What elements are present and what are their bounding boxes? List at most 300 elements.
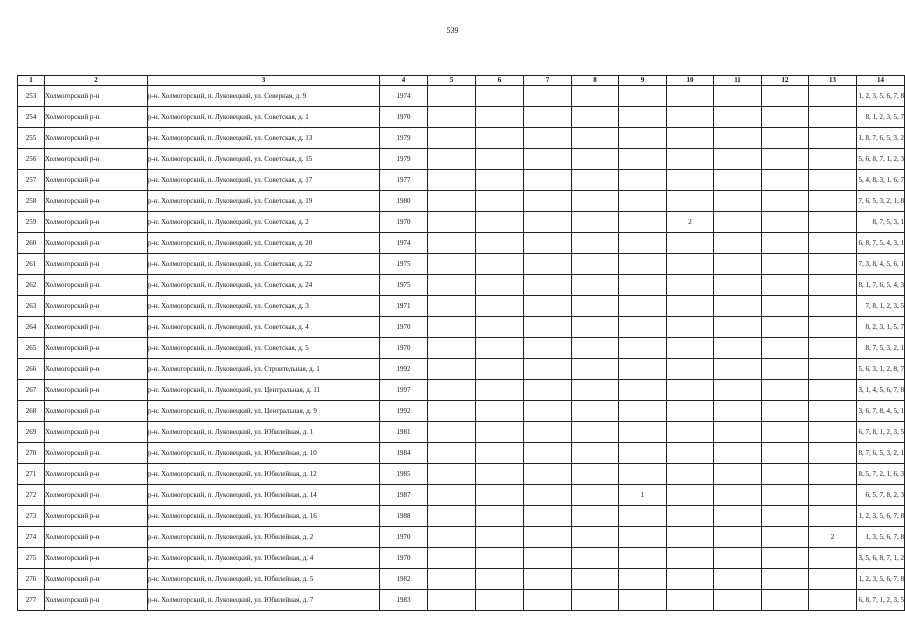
column-header: 1 [18,76,45,86]
row-number: 273 [18,506,45,527]
col9-cell [619,443,667,464]
col5-cell [428,506,476,527]
col12-cell [762,548,809,569]
col6-cell [476,212,524,233]
col6-cell [476,107,524,128]
col11-cell [714,107,762,128]
col8-cell [572,86,619,107]
col5-cell [428,233,476,254]
sequence-cell: 7, 6, 5, 3, 2, 1, 8 [857,191,905,212]
col11-cell [714,275,762,296]
col11-cell [714,380,762,401]
col6-cell [476,548,524,569]
year-cell: 1970 [380,212,428,233]
col9-cell [619,275,667,296]
col10-cell [667,128,714,149]
col5-cell [428,212,476,233]
col10-cell [667,443,714,464]
column-header: 5 [428,76,476,86]
col11-cell [714,254,762,275]
col13-cell [809,506,857,527]
col7-cell [524,254,572,275]
col6-cell [476,443,524,464]
col5-cell [428,128,476,149]
col5-cell [428,422,476,443]
col10-cell [667,254,714,275]
col7-cell [524,170,572,191]
district-cell: Холмогорский р-н [45,443,148,464]
col7-cell [524,359,572,380]
col8-cell [572,254,619,275]
district-cell: Холмогорский р-н [45,170,148,191]
col11-cell [714,296,762,317]
district-cell: Холмогорский р-н [45,590,148,611]
sequence-cell: 8, 1, 2, 3, 5, 7 [857,107,905,128]
col10-cell [667,191,714,212]
col12-cell [762,128,809,149]
col9-cell [619,506,667,527]
col8-cell [572,485,619,506]
sequence-cell: 8, 7, 5, 3, 2, 1 [857,338,905,359]
col10-cell [667,401,714,422]
col8-cell [572,359,619,380]
col5-cell [428,191,476,212]
column-header: 11 [714,76,762,86]
col13-cell [809,170,857,191]
table-row [18,212,905,233]
col13-cell [809,443,857,464]
sequence-cell: 8, 1, 7, 6, 5, 4, 3 [857,275,905,296]
col6-cell [476,233,524,254]
col9-cell [619,128,667,149]
col11-cell [714,548,762,569]
col13-cell [809,338,857,359]
district-cell: Холмогорский р-н [45,464,148,485]
col7-cell [524,569,572,590]
address-cell: р-н. Холмогорский, п. Луковецкий, ул. Советская, д. 24 [148,275,380,296]
table-row [18,590,905,611]
district-cell: Холмогорский р-н [45,506,148,527]
col6-cell [476,128,524,149]
col12-cell [762,422,809,443]
col9-cell [619,233,667,254]
col6-cell [476,275,524,296]
col12-cell [762,359,809,380]
row-number: 262 [18,275,45,296]
col12-cell [762,107,809,128]
col13-cell [809,569,857,590]
col12-cell [762,443,809,464]
col12-cell [762,485,809,506]
col9-cell [619,464,667,485]
col8-cell [572,296,619,317]
sequence-cell: 1, 3, 5, 6, 7, 8 [857,527,905,548]
district-cell: Холмогорский р-н [45,422,148,443]
row-number: 261 [18,254,45,275]
row-number: 266 [18,359,45,380]
col10-cell [667,464,714,485]
col13-cell [809,359,857,380]
col7-cell [524,590,572,611]
col8-cell [572,170,619,191]
column-header: 9 [619,76,667,86]
col9-cell [619,317,667,338]
col7-cell [524,191,572,212]
col9-cell [619,590,667,611]
year-cell: 1971 [380,296,428,317]
sequence-cell: 8, 7, 5, 3, 1 [857,212,905,233]
col8-cell [572,401,619,422]
col5-cell [428,107,476,128]
column-header: 7 [524,76,572,86]
year-cell: 1983 [380,590,428,611]
col13-cell [809,107,857,128]
col7-cell [524,464,572,485]
col11-cell [714,401,762,422]
sequence-cell: 5, 4, 8, 3, 1, 6, 7 [857,170,905,191]
page-number: 539 [446,26,459,35]
col11-cell [714,485,762,506]
year-cell: 1987 [380,485,428,506]
col10-cell [667,296,714,317]
col12-cell [762,254,809,275]
col11-cell [714,317,762,338]
address-cell: р-н. Холмогорский, п. Луковецкий, ул. Центральная, д. 9 [148,401,380,422]
row-number: 255 [18,128,45,149]
table-row [18,86,905,107]
col11-cell [714,464,762,485]
year-cell: 1970 [380,527,428,548]
col8-cell [572,149,619,170]
address-cell: р-н. Холмогорский, п. Луковецкий, ул. Юбилейная, д. 5 [148,569,380,590]
col8-cell [572,569,619,590]
col13-cell [809,485,857,506]
address-cell: р-н. Холмогорский, п. Луковецкий, ул. Советская, д. 4 [148,317,380,338]
col10-cell [667,338,714,359]
row-number: 276 [18,569,45,590]
col8-cell [572,107,619,128]
table-row [18,275,905,296]
col5-cell [428,401,476,422]
address-cell: р-н. Холмогорский, п. Луковецкий, ул. Советская, д. 2 [148,212,380,233]
col8-cell [572,191,619,212]
col10-cell [667,569,714,590]
col13-cell [809,296,857,317]
col10-cell [667,86,714,107]
col5-cell [428,569,476,590]
table-row [18,233,905,254]
sequence-cell: 8, 7, 6, 5, 3, 2, 1 [857,443,905,464]
col9-cell: 1 [619,485,667,506]
col7-cell [524,128,572,149]
table-row [18,464,905,485]
district-cell: Холмогорский р-н [45,254,148,275]
row-number: 277 [18,590,45,611]
col9-cell [619,296,667,317]
col12-cell [762,212,809,233]
col9-cell [619,422,667,443]
col11-cell [714,128,762,149]
col9-cell [619,107,667,128]
year-cell: 1992 [380,359,428,380]
col8-cell [572,527,619,548]
district-cell: Холмогорский р-н [45,128,148,149]
col11-cell [714,443,762,464]
col9-cell [619,359,667,380]
table-row [18,107,905,128]
col11-cell [714,338,762,359]
col7-cell [524,233,572,254]
sequence-cell: 6, 7, 8, 1, 2, 3, 5 [857,422,905,443]
col12-cell [762,170,809,191]
table-row [18,485,905,506]
table-row [18,191,905,212]
col5-cell [428,317,476,338]
col5-cell [428,359,476,380]
address-cell: р-н. Холмогорский, п. Луковецкий, ул. Юбилейная, д. 16 [148,506,380,527]
col10-cell [667,233,714,254]
table-row [18,380,905,401]
col10-cell [667,275,714,296]
col12-cell [762,506,809,527]
table-row [18,296,905,317]
sequence-cell: 3, 6, 7, 8, 4, 5, 1 [857,401,905,422]
col11-cell [714,149,762,170]
col6-cell [476,296,524,317]
col13-cell [809,380,857,401]
column-header: 3 [148,76,380,86]
col6-cell [476,590,524,611]
district-cell: Холмогорский р-н [45,485,148,506]
col6-cell [476,422,524,443]
district-cell: Холмогорский р-н [45,359,148,380]
address-cell: р-н. Холмогорский, п. Луковецкий, ул. Советская, д. 22 [148,254,380,275]
col7-cell [524,86,572,107]
col13-cell [809,401,857,422]
year-cell: 1992 [380,401,428,422]
table-row [18,443,905,464]
district-cell: Холмогорский р-н [45,275,148,296]
col9-cell [619,212,667,233]
address-cell: р-н. Холмогорский, п. Луковецкий, ул. Юбилейная, д. 2 [148,527,380,548]
district-cell: Холмогорский р-н [45,569,148,590]
col13-cell [809,233,857,254]
year-cell: 1975 [380,254,428,275]
district-cell: Холмогорский р-н [45,527,148,548]
col12-cell [762,149,809,170]
table-row [18,569,905,590]
col9-cell [619,401,667,422]
col11-cell [714,506,762,527]
table-row [18,338,905,359]
col10-cell: 2 [667,212,714,233]
address-cell: р-н. Холмогорский, п. Луковецкий, ул. Юбилейная, д. 12 [148,464,380,485]
col6-cell [476,149,524,170]
address-cell: р-н. Холмогорский, п. Луковецкий, ул. Советская, д. 1 [148,107,380,128]
col8-cell [572,422,619,443]
header-row [18,76,905,86]
col5-cell [428,149,476,170]
year-cell: 1974 [380,86,428,107]
column-header: 2 [45,76,148,86]
col7-cell [524,401,572,422]
col6-cell [476,170,524,191]
year-cell: 1970 [380,338,428,359]
col9-cell [619,170,667,191]
sequence-cell: 7, 8, 1, 2, 3, 5 [857,296,905,317]
col5-cell [428,485,476,506]
col5-cell [428,443,476,464]
district-cell: Холмогорский р-н [45,86,148,107]
address-cell: р-н. Холмогорский, п. Луковецкий, ул. Советская, д. 15 [148,149,380,170]
table-row [18,359,905,380]
column-header: 13 [809,76,857,86]
col12-cell [762,191,809,212]
col11-cell [714,359,762,380]
col9-cell [619,191,667,212]
year-cell: 1981 [380,422,428,443]
col10-cell [667,317,714,338]
col8-cell [572,506,619,527]
row-number: 275 [18,548,45,569]
col12-cell [762,233,809,254]
col12-cell [762,275,809,296]
col6-cell [476,464,524,485]
row-number: 258 [18,191,45,212]
col13-cell [809,275,857,296]
col12-cell [762,569,809,590]
row-number: 259 [18,212,45,233]
col8-cell [572,212,619,233]
row-number: 270 [18,443,45,464]
column-header: 6 [476,76,524,86]
col12-cell [762,317,809,338]
row-number: 256 [18,149,45,170]
col5-cell [428,86,476,107]
col7-cell [524,212,572,233]
row-number: 260 [18,233,45,254]
table-row [18,506,905,527]
col7-cell [524,548,572,569]
col8-cell [572,128,619,149]
col13-cell [809,128,857,149]
district-cell: Холмогорский р-н [45,317,148,338]
col11-cell [714,86,762,107]
col10-cell [667,485,714,506]
district-cell: Холмогорский р-н [45,191,148,212]
col13-cell [809,149,857,170]
col8-cell [572,275,619,296]
year-cell: 1970 [380,107,428,128]
col13-cell [809,422,857,443]
col10-cell [667,590,714,611]
address-cell: р-н. Холмогорский, п. Луковецкий, ул. Советская, д. 13 [148,128,380,149]
col9-cell [619,149,667,170]
col11-cell [714,170,762,191]
address-cell: р-н. Холмогорский, п. Луковецкий, ул. Юбилейная, д. 14 [148,485,380,506]
address-cell: р-н. Холмогорский, п. Луковецкий, ул. Юбилейная, д. 1 [148,422,380,443]
col9-cell [619,380,667,401]
col11-cell [714,191,762,212]
col7-cell [524,443,572,464]
year-cell: 1970 [380,548,428,569]
sequence-cell: 8, 5, 7, 2, 1, 6, 3 [857,464,905,485]
column-header: 10 [667,76,714,86]
address-cell: р-н. Холмогорский, п. Луковецкий, ул. Советская, д. 19 [148,191,380,212]
col9-cell [619,254,667,275]
col5-cell [428,548,476,569]
col12-cell [762,527,809,548]
year-cell: 1984 [380,443,428,464]
col6-cell [476,317,524,338]
col5-cell [428,590,476,611]
table-row [18,128,905,149]
register-table [17,75,905,611]
year-cell: 1979 [380,128,428,149]
year-cell: 1997 [380,380,428,401]
address-cell: р-н. Холмогорский, п. Луковецкий, ул. Юбилейная, д. 7 [148,590,380,611]
row-number: 254 [18,107,45,128]
address-cell: р-н. Холмогорский, п. Луковецкий, ул. Советская, д. 20 [148,233,380,254]
col6-cell [476,86,524,107]
col8-cell [572,443,619,464]
col6-cell [476,527,524,548]
col7-cell [524,380,572,401]
col9-cell [619,527,667,548]
col13-cell [809,464,857,485]
col12-cell [762,401,809,422]
table-body [18,86,905,611]
address-cell: р-н. Холмогорский, п. Луковецкий, ул. Северная, д. 9 [148,86,380,107]
district-cell: Холмогорский р-н [45,149,148,170]
col7-cell [524,149,572,170]
col13-cell [809,548,857,569]
table-row [18,149,905,170]
col10-cell [667,107,714,128]
col7-cell [524,275,572,296]
table-row [18,548,905,569]
col13-cell [809,86,857,107]
col7-cell [524,506,572,527]
col9-cell [619,569,667,590]
sequence-cell: 6, 5, 7, 8, 2, 3 [857,485,905,506]
sequence-cell: 1, 2, 3, 5, 6, 7, 8 [857,86,905,107]
col11-cell [714,590,762,611]
col12-cell [762,464,809,485]
col12-cell [762,380,809,401]
district-cell: Холмогорский р-н [45,401,148,422]
table-row [18,401,905,422]
row-number: 271 [18,464,45,485]
row-number: 267 [18,380,45,401]
district-cell: Холмогорский р-н [45,296,148,317]
district-cell: Холмогорский р-н [45,233,148,254]
col13-cell: 2 [809,527,857,548]
year-cell: 1975 [380,275,428,296]
col9-cell [619,338,667,359]
sequence-cell: 7, 3, 8, 4, 5, 6, 1 [857,254,905,275]
col5-cell [428,296,476,317]
col6-cell [476,338,524,359]
col11-cell [714,212,762,233]
sequence-cell: 8, 2, 3, 1, 5, 7 [857,317,905,338]
col13-cell [809,212,857,233]
year-cell: 1980 [380,191,428,212]
col10-cell [667,506,714,527]
col6-cell [476,191,524,212]
col13-cell [809,254,857,275]
col8-cell [572,317,619,338]
